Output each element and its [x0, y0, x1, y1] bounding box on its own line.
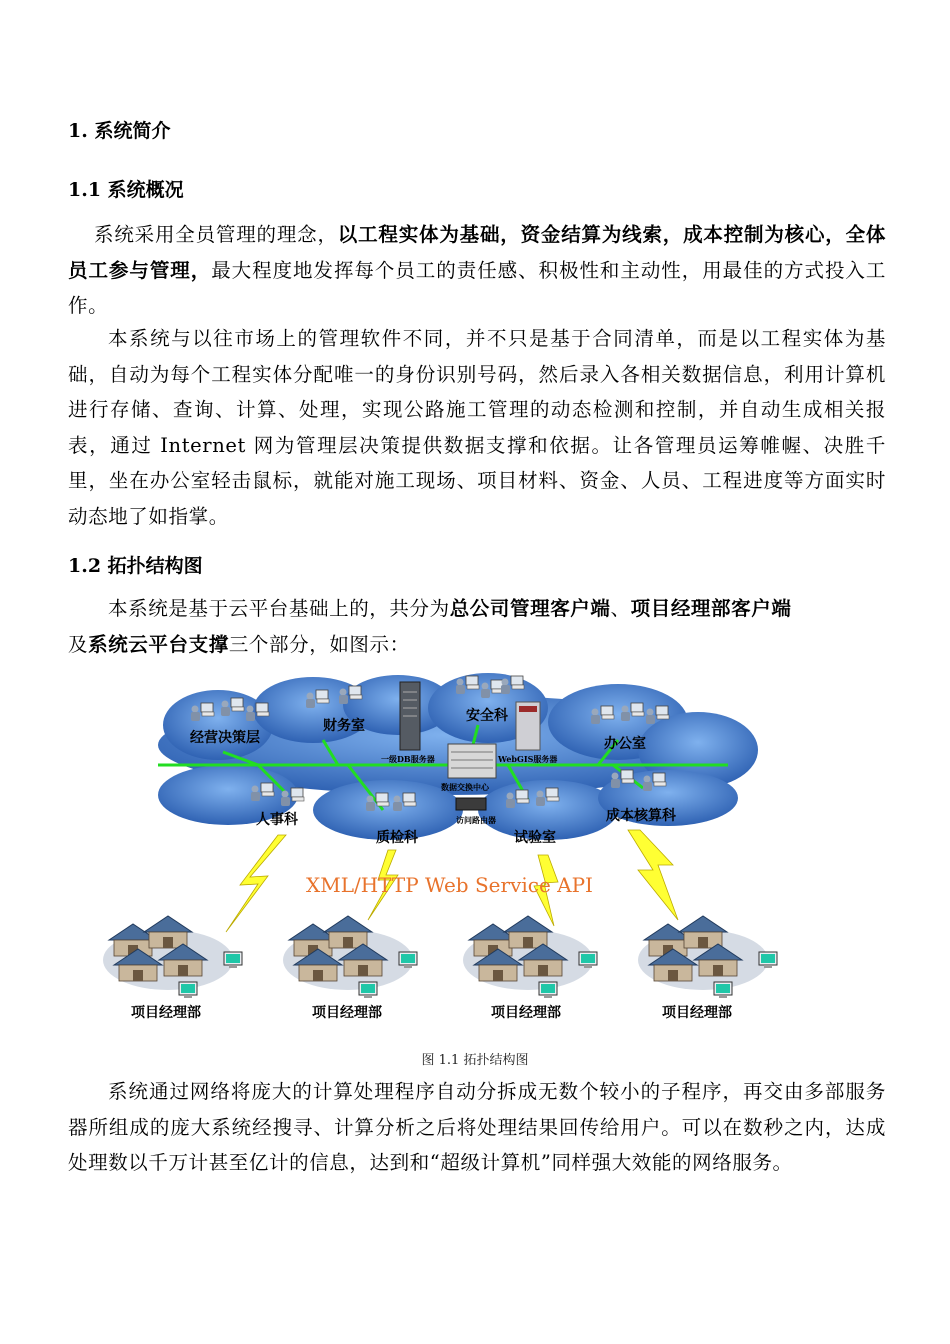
- paragraph-overview-2: 本系统与以往市场上的管理软件不同，并不只是基于合同清单，而是以工程实体为基础，自动为每个工程实体分配唯一的身份识别号码，然后录入各相关数据信息，利用计算机进行存储、查询、计算、处理，实现公路施工管理的动态检测和控制，并自动生成相关报表，通过 Internet 网为管理层决策提供数据支撑和依据。让各管理员运筹帷幄、决胜千里，坐在办公室轻击鼠标，就能对施工现场、项目材料、资金、人员、工程进度等方面实时动态地了如指掌。: [68, 327, 886, 528]
- router-icon: [456, 798, 486, 810]
- project-label-2: 项目经理部: [312, 1005, 382, 1021]
- topology-diagram: [98, 670, 798, 1030]
- node-label-safety: 安全科: [466, 708, 508, 724]
- node-label-lab: 试验室: [514, 830, 556, 846]
- server-label-router: 访问路由器: [456, 815, 496, 825]
- server-label-exchange: 数据交换中心: [441, 782, 489, 792]
- paragraph-text: 三个部分，如图示：: [228, 632, 410, 656]
- project-label-4: 项目经理部: [662, 1005, 732, 1021]
- webgis-server-icon: [516, 702, 540, 750]
- exchange-center-icon: [448, 744, 496, 778]
- project-cluster-1: [103, 916, 242, 998]
- section-heading-1: 1. 系统简介: [68, 120, 171, 142]
- paragraph-topology-intro: [68, 591, 886, 662]
- project-label-3: 项目经理部: [491, 1005, 561, 1021]
- paragraph-bold-text: 项目经理部客户端: [630, 597, 792, 620]
- node-label-decision: 经营决策层: [190, 730, 260, 746]
- section-heading-1-1: 1.1 系统概况: [68, 179, 184, 201]
- server-label-webgis: WebGIS服务器: [498, 754, 558, 764]
- section-heading-1-2: 1.2 拓扑结构图: [68, 555, 203, 577]
- node-label-cost: 成本核算科: [606, 808, 676, 824]
- figure-caption: 图 1.1 拓扑结构图: [421, 1053, 529, 1068]
- node-label-office: 办公室: [604, 736, 646, 752]
- paragraph-text: 及: [68, 632, 89, 656]
- node-label-quality: 质检科: [376, 830, 418, 846]
- paragraph-bold-text: 总公司管理客户端: [449, 597, 611, 620]
- project-cluster-3: [463, 916, 597, 998]
- paragraph-overview-1: [68, 217, 886, 324]
- paragraph-text: 最大程度地发挥每个员工的责任感、积极性和主动性，用最佳的方式投入工作。: [68, 258, 886, 317]
- paragraph-text: 本系统是基于云平台基础上的，共分为: [108, 597, 450, 620]
- paragraph-bold-text: 系统云平台支撑: [88, 632, 229, 656]
- project-cluster-2: [283, 916, 417, 998]
- api-label: XML/HTTP Web Service API: [306, 873, 593, 897]
- paragraph-text: 系统采用全员管理的理念，: [94, 223, 338, 246]
- project-label-1: 项目经理部: [131, 1005, 201, 1021]
- node-label-hr: 人事科: [256, 812, 298, 828]
- project-cluster-4: [638, 916, 777, 998]
- paragraph-text: 、: [610, 597, 631, 620]
- node-label-finance: 财务室: [323, 718, 365, 734]
- server-label-db: 一级DB服务器: [381, 754, 435, 764]
- db-server-icon: [400, 682, 420, 750]
- paragraph-bold-text: 以工程实体为基础，资金结算为线索，成本控制为核心，全体员工参与管理，: [68, 223, 887, 282]
- paragraph-conclusion: 系统通过网络将庞大的计算处理程序自动分拆成无数个较小的子程序，再交由多部服务器所组成的庞大系统经搜寻、计算分析之后将处理结果回传给用户。可以在数秒之内，达成处理数以千万计甚至亿计的信息，达到和“超级计算机”同样强大效能的网络服务。: [68, 1080, 886, 1174]
